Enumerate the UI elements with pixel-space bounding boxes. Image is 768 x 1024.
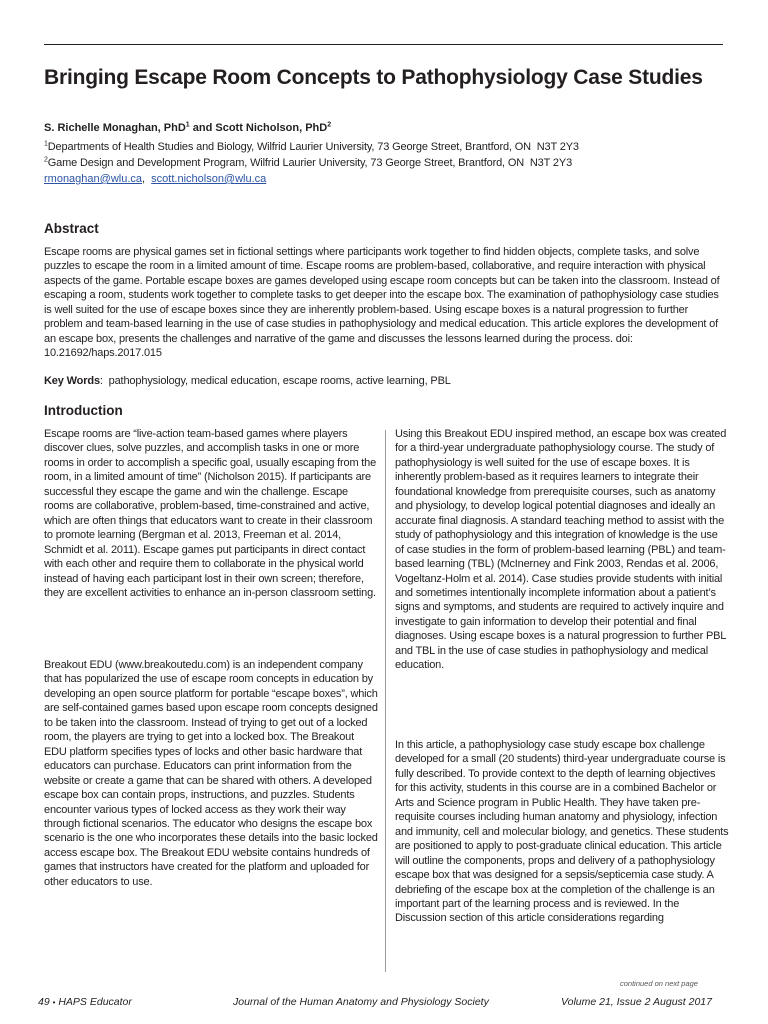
- email-separator: ,: [142, 173, 152, 185]
- page-number: 49: [38, 996, 50, 1008]
- keywords-value: : pathophysiology, medical education, escape rooms, active learning, PBL: [99, 375, 451, 387]
- author-joiner: and: [189, 122, 216, 134]
- affiliation-1-text: Departments of Health Studies and Biology, Wilfrid Laurier University, 73 George Street, Brantford, ON N3T 2Y3: [47, 141, 579, 153]
- footer-left: [38, 996, 132, 1008]
- publication-name: HAPS Educator: [58, 996, 132, 1008]
- continued-note: continued on next page: [620, 979, 698, 988]
- author-emails: [44, 173, 266, 185]
- keywords-line: [44, 375, 451, 387]
- intro-left-paragraph-1: Escape rooms are “live-action team-based games where players discover clues, solve puzzles, and accomplish tasks in one or more rooms in order to accomplish a specific goal, usually escaping from the room, in a limited amount of time” (Nicholson 2015). If participants are successful they escape the game and win the challenge. Escape rooms are collaborative, problem-based, time-constrained and active, which are often things that educators want to create in their classroom to promote learning (Bergman et al. 2013, Freeman et al. 2014, Schmidt et al. 2011). Escape games put participants in direct contact with each other and require them to collaborate in the physical world instead of having each participant lost in their own screen; therefore, they are excellent activities to enhance an in-person classroom setting.: [44, 428, 377, 599]
- intro-right-paragraph-2: In this article, a pathophysiology case study escape box challenge developed for a small (20 students) third-year undergraduate course is fully described. To provide context to the depth of learning objectives for this activity, students in this course are in a combined Bachelor or Arts and Science program in Public Health. They have taken pre-requisite courses including human anatomy and physiology, infection and immunity, cell and molecular biology, and genetics. These students are positioned to apply to post-graduate clinical education. This article will outline the components, props and delivery of a pathophysiology escape box that was designed for a sepsis/septicemia case study. A debriefing of the escape box at the completion of the challenge is an important part of the learning process and is reviewed. In the Discussion section of this article considerations regarding: [395, 739, 729, 925]
- footer-journal: Journal of the Human Anatomy and Physiology Society: [233, 996, 489, 1008]
- author-2-sup: 2: [327, 121, 332, 129]
- footer-bullet: •: [52, 998, 56, 1007]
- affiliation-1-sup: 1: [44, 140, 48, 148]
- top-rule: [44, 44, 723, 45]
- footer-volume: Volume 21, Issue 2 August 2017: [561, 996, 712, 1008]
- author-2-name: Scott Nicholson, PhD: [215, 122, 328, 134]
- affiliation-2-sup: 2: [44, 156, 48, 164]
- introduction-heading: Introduction: [44, 403, 123, 418]
- column-divider: [385, 430, 386, 972]
- email-link-2[interactable]: scott.nicholson@wlu.ca: [151, 173, 267, 185]
- affiliation-1: [44, 141, 579, 153]
- author-line: [44, 122, 331, 134]
- keywords-label: Key Words: [44, 375, 100, 387]
- abstract-heading: Abstract: [44, 221, 99, 236]
- email-link-1[interactable]: rmonaghan@wlu.ca: [44, 173, 142, 185]
- intro-right-paragraph-1: Using this Breakout EDU inspired method, an escape box was created for a third-year undergraduate pathophysiology course. The study of pathophysiology is well suited for the use of escape boxes. It is inherently problem-based as it requires learners to integrate their foundational knowledge from prerequisite courses, such as anatomy and physiology, to develop logical potential diagnoses and ideally an accurate final diagnosis. A standard teaching method to assist with the study of pathophysiology and this integration of knowledge is the use of case studies in the form of problem-based learning (PBL) and team-based learning (TBL) (McInerney and Fink 2003, Rendas et al. 2006, Vogeltanz-Holm et al. 2014). Case studies provide students with initial and sometimes intentionally incomplete information about a patient’s signs and symptoms, and students are required to actively inquire and investigate to gain information to develop their potential and final diagnoses. Using escape boxes is a natural progression to further PBL and TBL in the use of case studies in pathophysiology and medical education.: [395, 428, 727, 672]
- abstract-body: Escape rooms are physical games set in fictional settings where participants work together to find hidden objects, complete tasks, and solve puzzles to escape the room in a limited amount of time. Escape rooms are problem-based, collaborative, and require interaction with physical aspects of the game. Portable escape boxes are games developed using escape room concepts but can be taken into the classroom. Instead of escaping a room, students work together to complete tasks to get deeper into the escape box. The examination of pathophysiology case studies is well suited for the use of escape boxes since they are inherently problem-based. Using escape boxes is a natural progression to further problem and team-based learning in the use of case studies in pathophysiology and medical education. This article explores the development of an escape box, presents the challenges and narrative of the game and discusses the lessons learned during the process. doi: 10.21692/haps.2017.015: [44, 246, 720, 360]
- affiliation-2: [44, 157, 572, 169]
- affiliation-2-text: Game Design and Development Program, Wilfrid Laurier University, 73 George Street, Brantford, ON N3T 2Y3: [47, 157, 573, 169]
- intro-left-paragraph-2: Breakout EDU (www.breakoutedu.com) is an independent company that has popularized the use of escape room concepts in education by developing an open source platform for portable “escape boxes”, which are self-contained games based upon escape room concepts designed to be taken into the classroom. Instead of trying to get out of a locked room, the players are trying to get into a locked box. The Breakout EDU platform specifies types of locks and other basic hardware that educators can purchase. Educators can print information from the website or create a game that can be shared with others. A developed escape box can contain props, instructions, and puzzles. Students encounter various types of locked access as they work their way through fictional scenarios. The educator who designs the escape box scenario is the one who incorporates these details into the basic locked access escape box. The Breakout EDU website contains hundreds of games that instructors have created for the platform and uploaded for other educators to use.: [44, 659, 378, 888]
- author-1-name: S. Richelle Monaghan, PhD: [44, 122, 186, 134]
- article-title: Bringing Escape Room Concepts to Pathophysiology Case Studies: [44, 66, 703, 89]
- author-1-sup: 1: [185, 121, 190, 129]
